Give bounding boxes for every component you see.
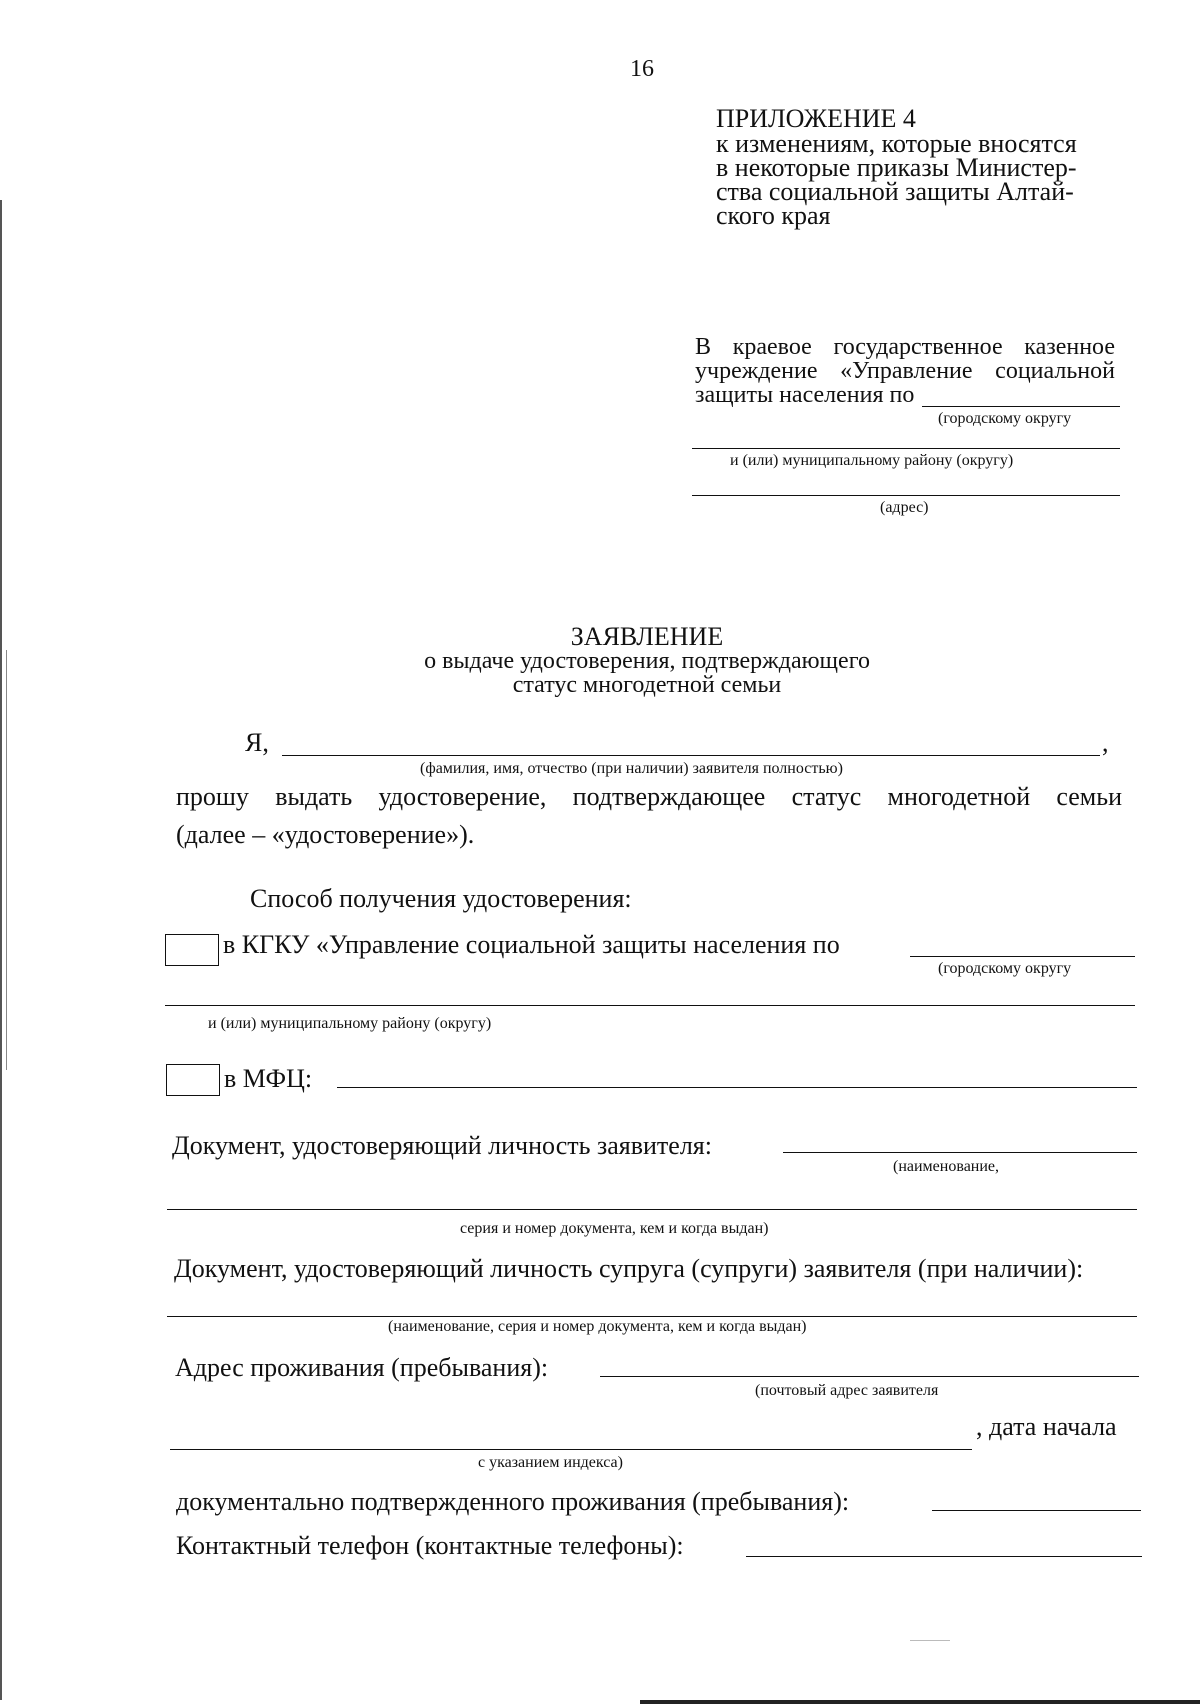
kgku-city-caption: (городскому округу: [938, 960, 1072, 977]
kgku-district-caption: и (или) муниципальному району (округу): [208, 1015, 492, 1032]
mfc-checkbox[interactable]: [166, 1064, 220, 1096]
spouse-doc-label: Документ, удостоверяющий личность супруга (супруги) заявителя (при наличии):: [174, 1254, 1084, 1283]
scan-speck: [910, 1640, 950, 1641]
applicant-name-blank[interactable]: [282, 755, 1100, 756]
kgku-city-blank[interactable]: [910, 956, 1135, 957]
applicant-prefix: Я,: [245, 728, 269, 757]
kgku-district-blank[interactable]: [165, 1005, 1135, 1006]
applicant-suffix: ,: [1102, 728, 1109, 757]
mfc-option-label: в МФЦ:: [224, 1064, 313, 1093]
method-label: Способ получения удостоверения:: [250, 884, 632, 913]
address-suffix: , дата начала: [976, 1412, 1117, 1441]
scan-edge-left-inner: [6, 650, 7, 1070]
scan-edge-left: [0, 200, 2, 1700]
phone-blank[interactable]: [746, 1556, 1142, 1557]
kgku-checkbox[interactable]: [165, 934, 219, 966]
applicant-name-caption: (фамилия, имя, отчество (при наличии) заявителя полностью): [420, 760, 843, 777]
appendix-title: ПРИЛОЖЕНИЕ 4: [716, 104, 916, 133]
addressee-city-blank[interactable]: [922, 406, 1120, 407]
scan-edge-bottom: [640, 1700, 1200, 1704]
mfc-blank[interactable]: [337, 1087, 1137, 1088]
residence-date-blank[interactable]: [932, 1510, 1141, 1511]
phone-label: Контактный телефон (контактные телефоны):: [176, 1531, 684, 1560]
appendix-line-3: ства социальной защиты Алтай-: [716, 177, 1074, 206]
address-caption-2: с указанием индекса): [478, 1454, 623, 1471]
addressee-address-blank[interactable]: [692, 495, 1120, 496]
spouse-doc-caption: (наименование, серия и номер документа, кем и когда выдан): [388, 1318, 807, 1335]
request-line-1: прошу выдать удостоверение, подтверждающее статус многодетной семьи: [176, 782, 1122, 811]
document-title: ЗАЯВЛЕНИЕ: [570, 622, 724, 651]
addressee-district-blank[interactable]: [692, 448, 1120, 449]
appendix-line-4: ского края: [716, 201, 831, 230]
address-caption-1: (почтовый адрес заявителя: [755, 1382, 939, 1399]
residence-date-label: документально подтвержденного проживания (пребывания):: [176, 1487, 850, 1516]
appendix-line-1: к изменениям, которые вносятся: [716, 129, 1077, 158]
document-subtitle-1: о выдаче удостоверения, подтверждающего: [424, 648, 870, 674]
addressee-city-caption: (городскому округу: [938, 410, 1072, 427]
addressee-line-1: В краевое государственное казенное: [695, 334, 1115, 360]
id-doc-blank-1[interactable]: [783, 1152, 1137, 1153]
request-line-2: (далее – «удостоверение»).: [176, 820, 475, 849]
addressee-line-3: защиты населения по: [695, 382, 915, 408]
addressee-line-2: учреждение «Управление социальной: [695, 358, 1115, 384]
appendix-line-2: в некоторые приказы Министер-: [716, 153, 1077, 182]
spouse-doc-blank[interactable]: [167, 1316, 1137, 1317]
document-subtitle-2: статус многодетной семьи: [512, 672, 782, 698]
id-doc-label: Документ, удостоверяющий личность заявителя:: [172, 1131, 712, 1160]
address-blank-1[interactable]: [600, 1376, 1139, 1377]
kgku-option-label: в КГКУ «Управление социальной защиты населения по: [223, 930, 840, 959]
address-label: Адрес проживания (пребывания):: [175, 1353, 549, 1382]
id-doc-caption-2: серия и номер документа, кем и когда выдан): [460, 1220, 769, 1237]
addressee-address-caption: (адрес): [880, 499, 929, 516]
page-number: 16: [630, 56, 654, 82]
address-blank-2[interactable]: [170, 1449, 972, 1450]
id-doc-caption-1: (наименование,: [893, 1158, 1000, 1175]
addressee-district-caption: и (или) муниципальному району (округу): [730, 452, 1014, 469]
id-doc-blank-2[interactable]: [167, 1209, 1137, 1210]
